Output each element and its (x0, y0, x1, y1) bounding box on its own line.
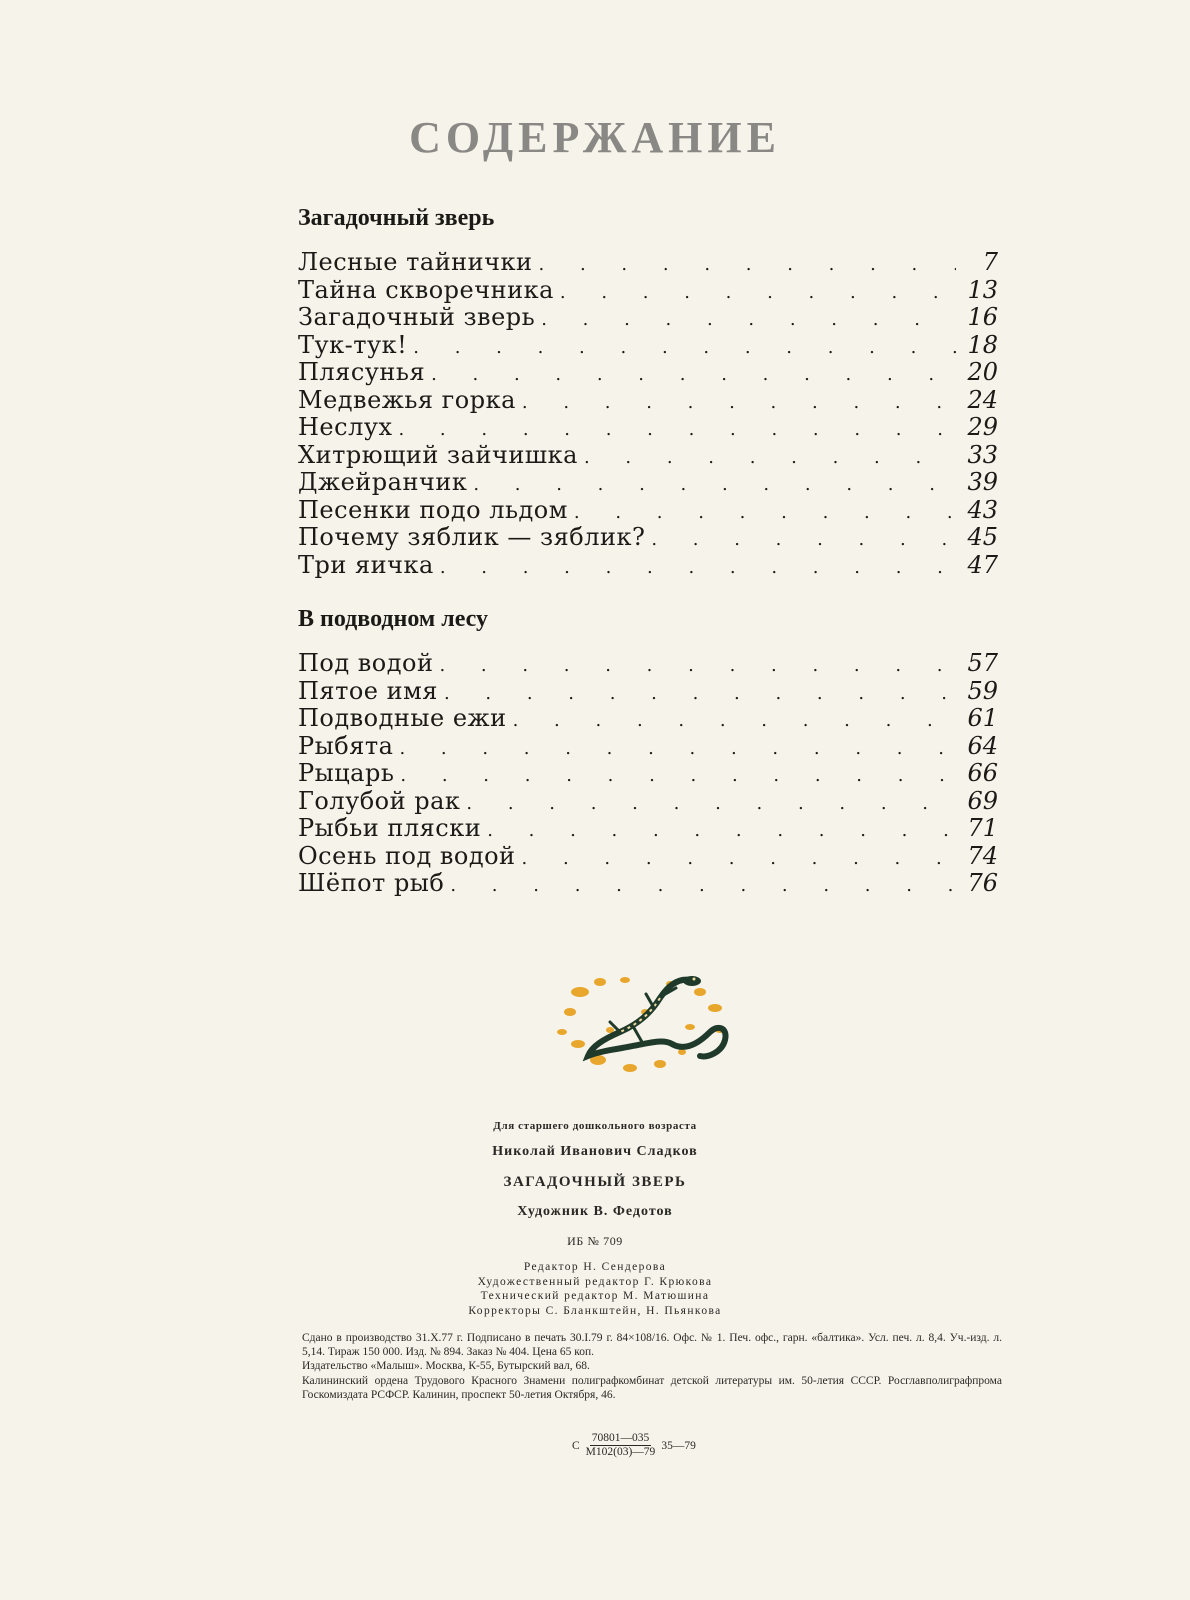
toc-entry-title: Тайна скворечника (298, 275, 554, 304)
toc-entry-title: Рыбята (298, 731, 394, 760)
toc-entry-page: 59 (967, 676, 998, 705)
audience-note: Для старшего дошкольного возраста (493, 1120, 697, 1132)
dot-leader (584, 444, 956, 472)
toc-entry (298, 359, 998, 387)
toc-entry (298, 497, 998, 525)
code-suffix: 35—79 (661, 1439, 696, 1452)
toc-entry-page: 29 (967, 413, 998, 441)
book-title: ЗАГАДОЧНЫЙ ЗВЕРЬ (503, 1174, 687, 1190)
toc-entry-title: Лесные тайнички (298, 248, 533, 276)
dot-leader (539, 251, 956, 279)
toc-section-1 (298, 205, 998, 579)
toc-entry (298, 414, 998, 442)
toc-entry-title: Пятое имя (298, 676, 438, 705)
dot-leader (560, 279, 956, 307)
ib-number: ИБ № 709 (567, 1234, 623, 1248)
imprint-publisher: Издательство «Малыш». Москва, К-55, Бутырский вал, 68. (302, 1359, 590, 1372)
toc-entry-page: 74 (967, 841, 998, 870)
dot-leader (651, 526, 956, 554)
toc-entry-page: 16 (967, 303, 998, 331)
toc-entry-page: 24 (967, 385, 998, 414)
page-title: СОДЕРЖАНИЕ (409, 113, 781, 162)
code-fraction (584, 1432, 658, 1459)
toc-entry (298, 277, 998, 305)
toc-entry (298, 788, 998, 816)
code-prefix: С (572, 1439, 580, 1452)
toc-list (298, 249, 998, 579)
dot-leader (440, 554, 956, 582)
toc-entry (298, 733, 998, 761)
toc-entry-title: Почему зяблик — зяблик? (298, 523, 646, 551)
toc-entry-page: 64 (967, 731, 998, 760)
toc-entry-page: 61 (967, 704, 998, 732)
code-numerator: 70801—035 (591, 1432, 650, 1444)
toc-entry-page: 13 (967, 275, 998, 304)
toc-entry (298, 304, 998, 332)
toc-entry (298, 870, 998, 898)
toc-entry-page: 47 (967, 550, 998, 579)
imprint-printer: Калининский ордена Трудового Красного Знамени полиграфкомбинат детской литературы им. 50-летия СССР. Росглавполиграфпрома Госкомиздата РСФСР. Калинин, проспект 50-летия Октября, 46. (302, 1375, 1002, 1402)
toc-entry (298, 815, 998, 843)
toc-entry-page: 71 (967, 814, 998, 842)
toc-entry-title: Три яичка (298, 550, 434, 579)
toc-entry-title: Плясунья (298, 358, 426, 386)
toc-entry-title: Шёпот рыб (298, 869, 445, 897)
section-heading: В подводном лесу (298, 606, 488, 632)
dot-leader (400, 762, 956, 790)
toc-entry-page: 76 (967, 869, 998, 897)
dot-leader (399, 735, 956, 763)
toc-list (298, 650, 998, 898)
toc-entry (298, 249, 998, 277)
imprint-print-details: Сдано в производство 31.X.77 г. Подписано в печать 30.I.79 г. 84×108/16. Офс. № 1. Печ. офс., гарн. «балтика». Усл. печ. л. 8,4. Уч.-изд. л. 5,14. Тираж 150 000. Изд. № 894. Заказ № 404. Цена 65 коп. (302, 1332, 1002, 1358)
editor-credit: Редактор Н. Сендерова (523, 1261, 667, 1273)
toc-entry-title: Подводные ежи (298, 704, 507, 732)
tech-editor-credit: Технический редактор М. Матюшина (480, 1290, 710, 1302)
dot-leader (513, 707, 956, 735)
toc-entry (298, 760, 998, 788)
toc-entry-title: Рыцарь (298, 759, 395, 787)
toc-entry-page: 18 (967, 330, 998, 359)
art-editor-credit: Художественный редактор Г. Крюкова (477, 1275, 713, 1288)
toc-entry-page: 20 (967, 358, 998, 386)
toc-entry-page: 43 (967, 495, 998, 524)
dot-leader (473, 471, 956, 499)
toc-entry (298, 650, 998, 678)
lizard-illustration-icon (550, 972, 740, 1082)
dot-leader (574, 499, 956, 527)
toc-entry-title: Рыбьи пляски (298, 814, 482, 842)
toc-entry-title: Загадочный зверь (298, 303, 536, 331)
toc-entry (298, 524, 998, 552)
toc-entry (298, 843, 998, 871)
dot-leader (541, 306, 956, 334)
imprint (302, 1332, 1002, 1403)
dot-leader (522, 389, 956, 417)
section-heading: Загадочный зверь (298, 205, 495, 231)
toc-entry (298, 387, 998, 415)
toc-entry-page: 7 (982, 248, 998, 276)
toc-entry-page: 45 (967, 523, 998, 551)
toc-entry-page: 33 (967, 440, 998, 469)
toc-entry-page: 39 (967, 468, 998, 496)
toc-entry (298, 442, 998, 470)
toc-entry-page: 66 (967, 759, 998, 787)
dot-leader (431, 361, 956, 389)
catalog-code (572, 1432, 696, 1459)
dot-leader (487, 817, 956, 845)
colophon (0, 1120, 1190, 1318)
dot-leader (450, 872, 956, 900)
dot-leader (439, 652, 956, 680)
artist-name: Художник В. Федотов (517, 1204, 673, 1219)
toc-entry (298, 678, 998, 706)
toc-entry-title: Хитрющий зайчишка (298, 440, 578, 469)
toc-section-2 (298, 606, 998, 898)
toc-entry-title: Неслух (298, 413, 393, 441)
dot-leader (444, 680, 956, 708)
toc-entry (298, 469, 998, 497)
toc-entry-page: 57 (967, 649, 998, 677)
author-name: Николай Иванович Сладков (492, 1144, 698, 1159)
toc-entry (298, 705, 998, 733)
toc-entry-title: Под водой (298, 649, 434, 677)
toc-entry-title: Тук-тук! (298, 330, 408, 359)
toc-entry-title: Осень под водой (298, 841, 516, 870)
toc-entry (298, 332, 998, 360)
dot-leader (413, 334, 956, 362)
toc-entry-title: Песенки подо льдом (298, 495, 568, 524)
toc-entry-page: 69 (967, 786, 998, 815)
dot-leader (522, 845, 956, 873)
toc-entry-title: Медвежья горка (298, 385, 516, 414)
code-denominator: М102(03)—79 (585, 1446, 656, 1458)
dot-leader (466, 790, 956, 818)
toc-entry-title: Голубой рак (298, 786, 461, 815)
dot-leader (398, 416, 956, 444)
toc-entry (298, 552, 998, 580)
proofreaders-credit: Корректоры С. Бланкштейн, Н. Пьянкова (468, 1304, 722, 1317)
toc-entry-title: Джейранчик (298, 468, 468, 496)
